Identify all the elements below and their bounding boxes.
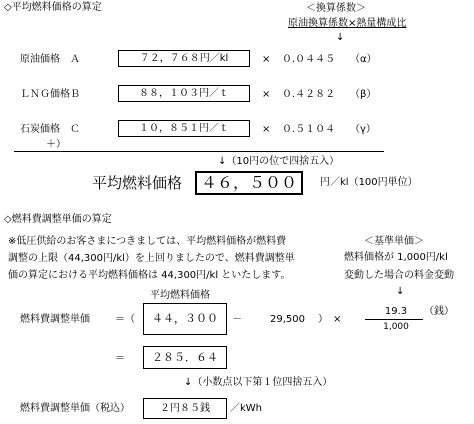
coefficient-header: ＜換算係数＞ — [306, 3, 366, 14]
coal-price-box: １０，８５１円／ｔ — [118, 120, 250, 137]
equals-sign: ＝ — [115, 353, 125, 364]
sum-line — [14, 151, 384, 152]
sen-unit: （銭） — [424, 306, 454, 317]
applied-average-price-box: ４４，３００ — [143, 303, 227, 335]
base-fuel-price: 29,500 — [270, 314, 305, 325]
fraction-bar — [365, 319, 423, 320]
alpha-symbol: （α） — [350, 54, 377, 65]
close-paren-times: ） × — [318, 314, 342, 325]
equals-open-paren: ＝（ — [115, 314, 135, 325]
average-fuel-price-unit: 円／kl（100円単位） — [320, 177, 418, 188]
notice-text — [8, 233, 295, 284]
coefficient-subheader: 原油換算係数×熱量構成比 — [288, 18, 407, 29]
average-fuel-price-box: ４６，５００ — [195, 171, 303, 195]
lng-coefficient: ０.４２８２ — [282, 89, 336, 100]
rounding-note-2: ↓（小数点以下第１位四捨五入） — [184, 377, 333, 388]
section-heading-average-fuel-price: ◇平均燃料価格の算定 — [4, 2, 102, 13]
lng-price-label: ＬＮＧ価格Ｂ — [20, 89, 80, 100]
fuel-cost-adjustment-label: 燃料費調整単価 — [20, 314, 90, 325]
base-unit-price-line1: 燃料価格が 1,000円/kl — [344, 252, 448, 263]
final-adjustment-unit: ／kWh — [230, 403, 263, 414]
crude-oil-coefficient: ０.０４４５ — [282, 54, 336, 65]
plus-sign: ＋） — [46, 139, 66, 150]
times-sign: × — [262, 54, 271, 65]
fraction-denominator: 1,000 — [383, 322, 409, 332]
minus-sign: － — [232, 314, 242, 325]
fraction-numerator: 19.3 — [384, 306, 408, 317]
beta-symbol: （β） — [350, 89, 377, 100]
notice-line: ※低圧供給のお客さまにつきましては、平均燃料価格が燃料費 — [8, 236, 287, 247]
base-unit-price-header: ＜基準単価＞ — [364, 236, 424, 247]
gamma-symbol: （γ） — [350, 124, 376, 135]
final-adjustment-value-box: ２円８５銭 — [143, 398, 227, 419]
adjustment-result-box: ２８５．６４ — [143, 346, 227, 369]
coal-price-label: 石炭価格 Ｃ — [20, 124, 80, 135]
notice-line: 調整の上限（44,300円/kl）を上回りましたので、燃料費調整単 — [8, 253, 295, 264]
coefficient-down-arrow: ↓ — [336, 32, 345, 43]
final-adjustment-label: 燃料費調整単価（税込） — [20, 403, 130, 414]
crude-oil-price-box: ７２，７６８円／kl — [118, 50, 250, 67]
average-fuel-price-label: 平均燃料価格 — [92, 174, 183, 192]
crude-oil-price-label: 原油価格 Ａ — [20, 54, 80, 65]
base-down-arrow: ↓ — [396, 286, 405, 297]
notice-line: 価の算定における平均燃料価格は 44,300円/kl といたします。 — [8, 270, 291, 281]
lng-price-box: ８８，１０３円／ｔ — [118, 85, 250, 102]
coal-coefficient: ０.５１０４ — [282, 124, 336, 135]
base-unit-price-line2: 変動した場合の料金変動 — [344, 270, 454, 281]
section-heading-fuel-cost-adjustment: ◇燃料費調整単価の算定 — [4, 214, 112, 225]
rounding-note: ↓（10円の位で四捨五入） — [218, 156, 340, 167]
times-sign: × — [262, 89, 271, 100]
times-sign: × — [262, 124, 271, 135]
average-fuel-price-small-label: 平均燃料価格 — [150, 290, 210, 301]
